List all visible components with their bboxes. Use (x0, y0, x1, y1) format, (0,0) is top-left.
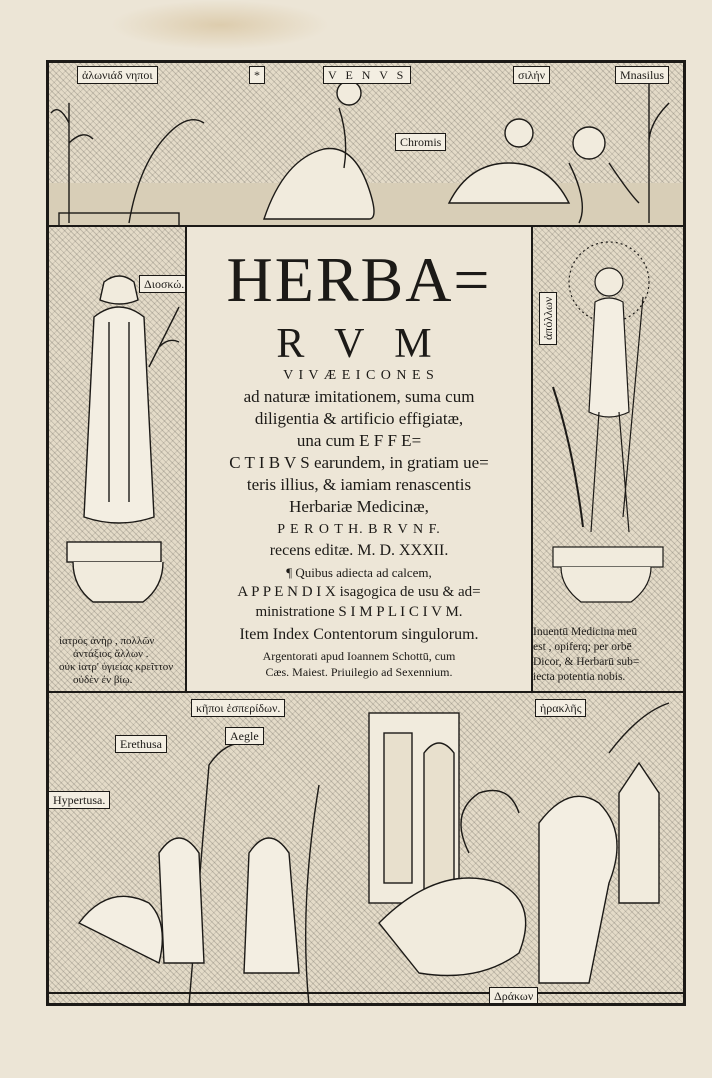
label-chromis: Chromis (395, 133, 446, 151)
label-hypertusa: Hypertusa. (48, 791, 110, 809)
line-quibus-adiecta: ¶ Quibus adiecta ad calcem, (286, 565, 432, 580)
line-argentorati: Argentorati apud Ioannem Schottū, cum (262, 649, 456, 663)
title-text-box (186, 226, 532, 692)
label-greek-right: σιλήν (513, 66, 550, 84)
line-herbariae: Herbariæ Medicinæ, (289, 497, 429, 516)
label-dioscorides: Διοσκώ. (139, 275, 186, 293)
line-teris-illius: teris illius, & iamiam renascentis (246, 475, 472, 494)
line-ministratione: ministratione S I M P L I C I V M. (255, 604, 463, 620)
label-apollo: ἀπόλλων (539, 292, 557, 345)
line-diligentia: diligentia & artificio effigiatæ, (254, 409, 464, 428)
line-item-index: Item Index Contentorum singulorum. (239, 626, 479, 643)
right-caption-line-2: est , opiferq; per orbē (533, 641, 632, 653)
label-dragon: Δράκων (489, 987, 538, 1004)
line-ctibus: C T I B V S earundem, in gratiam ue= (229, 453, 489, 472)
label-venus: V E N V S (323, 66, 411, 84)
label-erethusa: Erethusa (115, 735, 167, 753)
title-herba: HERBA= (226, 244, 492, 315)
left-woodcut-panel (48, 226, 186, 692)
left-caption-line-3: οὐκ ἰατρ' ὑγιείας κρεῖττον (59, 661, 174, 673)
water-stain (110, 0, 330, 50)
line-priuilegio: Cæs. Maiest. Priuilegio ad Sexennium. (265, 665, 453, 679)
bottom-woodcut-panel (48, 692, 684, 1004)
label-mnasilus: Mnasilus (615, 66, 669, 84)
line-appendix: A P P E N D I X isagogica de usu & ad= (237, 584, 481, 600)
line-una-cum: una cum E F F E= (296, 431, 422, 450)
garden-scene-illustration (49, 63, 684, 226)
line-vivae-eicones: V I V Æ E I C O N E S (283, 368, 435, 383)
title-rum: R V M (276, 321, 442, 367)
label-greek-left: ἀλωνιάδ νηποι (77, 66, 158, 84)
right-woodcut-panel (532, 226, 684, 692)
label-aegle: Aegle (225, 727, 264, 745)
line-recens-editae: recens editæ. M. D. XXXII. (269, 542, 449, 559)
right-caption-line-3: Dicor, & Herbarū sub= (533, 656, 640, 668)
label-heracles: ἡρακλῆς (535, 699, 586, 717)
left-caption-line-2: ἀντάξιος ἄλλων . (73, 648, 149, 660)
line-per-oth-brunf: P E R O T H. B R V N F. (277, 522, 441, 537)
left-caption-block (59, 635, 183, 687)
right-caption-line-1: Inuentū Medicina meū (533, 626, 638, 638)
line-ad-naturae: ad naturæ imitationem, suma cum (243, 387, 475, 406)
label-star: * (249, 66, 265, 84)
left-caption-line-4: οὐδὲν ἐν βίῳ. (73, 674, 133, 686)
label-kepoi-hesperidon: κῆποι ἑσπερίδων. (191, 699, 285, 717)
left-caption-line-1: ἰατρὸς ἀνὴρ , πολλῶν (59, 635, 155, 647)
top-woodcut-panel (48, 62, 684, 226)
right-caption-line-4: iecta potentia nobis. (533, 671, 626, 683)
right-caption-block (533, 625, 683, 685)
apollo-figure-illustration (533, 227, 684, 627)
